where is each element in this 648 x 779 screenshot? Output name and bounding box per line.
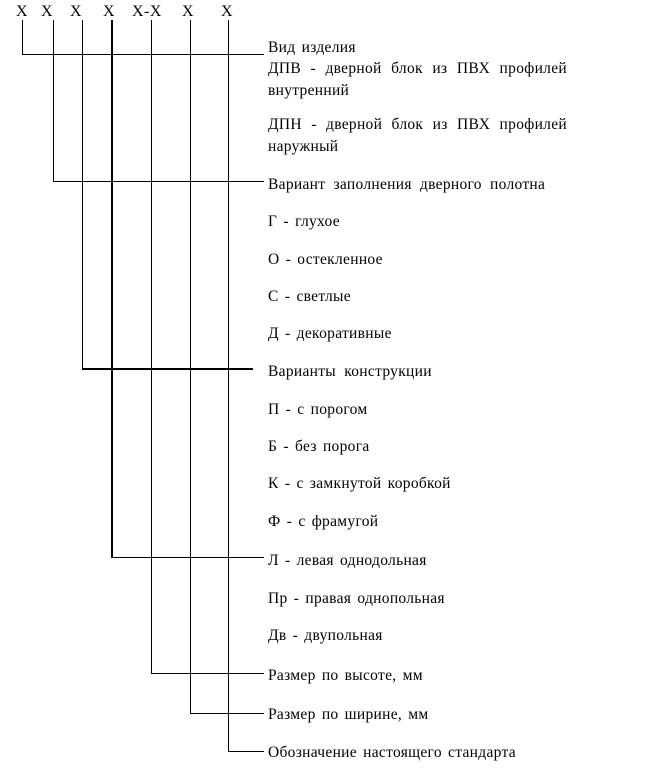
option-dvupolnaya: Дв - двупольная: [268, 627, 383, 644]
code-token-7: Х: [221, 3, 234, 20]
connector-vertical-line-5: [151, 20, 152, 674]
connector-horizontal-line-2: [53, 181, 264, 182]
category-title-construction: Варианты конструкции: [268, 363, 432, 380]
option-bez-poroga: Б - без порога: [268, 438, 370, 455]
connector-horizontal-line-3: [82, 368, 253, 370]
connector-vertical-line-1: [22, 20, 23, 54]
option-dpn: [268, 114, 567, 158]
code-token-2: Х: [41, 3, 54, 20]
connector-horizontal-line-7: [228, 751, 264, 752]
option-dpv-line2: внутренний: [268, 82, 350, 99]
connector-vertical-line-6: [190, 20, 191, 714]
category-title-leaf-filling: Вариант заполнения дверного полотна: [268, 176, 546, 193]
option-s-porogom: П - с порогом: [268, 401, 368, 418]
option-osteklennoe: О - остекленное: [268, 251, 383, 268]
connector-horizontal-line-4: [111, 557, 264, 558]
connector-horizontal-line-1: [22, 54, 264, 55]
connector-horizontal-line-6: [190, 713, 264, 714]
code-token-3: Х: [70, 3, 83, 20]
option-pravaya: Пр - правая однопольная: [268, 590, 445, 607]
option-svetlye: С - светлые: [268, 288, 351, 305]
category-title-height-size: Размер по высоте, мм: [268, 667, 423, 684]
option-dpn-line2: наружный: [268, 138, 339, 155]
code-token-4: Х: [103, 3, 116, 20]
option-levaya: Л - левая однодольная: [268, 552, 427, 569]
option-dpv-line1: ДПВ - дверной блок из ПВХ профилей: [268, 60, 567, 77]
category-title-standard: Обозначение настоящего стандарта: [268, 744, 516, 761]
connector-horizontal-line-5: [151, 673, 264, 674]
option-dpv: [268, 58, 567, 102]
connector-vertical-line-4: [111, 20, 113, 558]
option-zamknutaya-korobka: К - с замкнутой коробкой: [268, 475, 451, 492]
option-glukhoe: Г - глухое: [268, 213, 340, 230]
option-dpn-line1: ДПН - дверной блок из ПВХ профилей: [268, 116, 567, 133]
category-title-width-size: Размер по ширине, мм: [268, 706, 429, 723]
option-s-framugoy: Ф - с фрамугой: [268, 513, 379, 530]
connector-vertical-line-7: [228, 20, 229, 752]
connector-vertical-line-2: [53, 20, 54, 182]
category-title-product-type: Вид изделия: [268, 39, 356, 56]
code-token-6: Х: [182, 3, 195, 20]
code-token-5-size-pair: Х-Х: [132, 3, 162, 20]
connector-vertical-line-3: [82, 20, 83, 369]
option-dekorativnye: Д - декоративные: [268, 325, 392, 342]
code-token-1: Х: [16, 3, 29, 20]
